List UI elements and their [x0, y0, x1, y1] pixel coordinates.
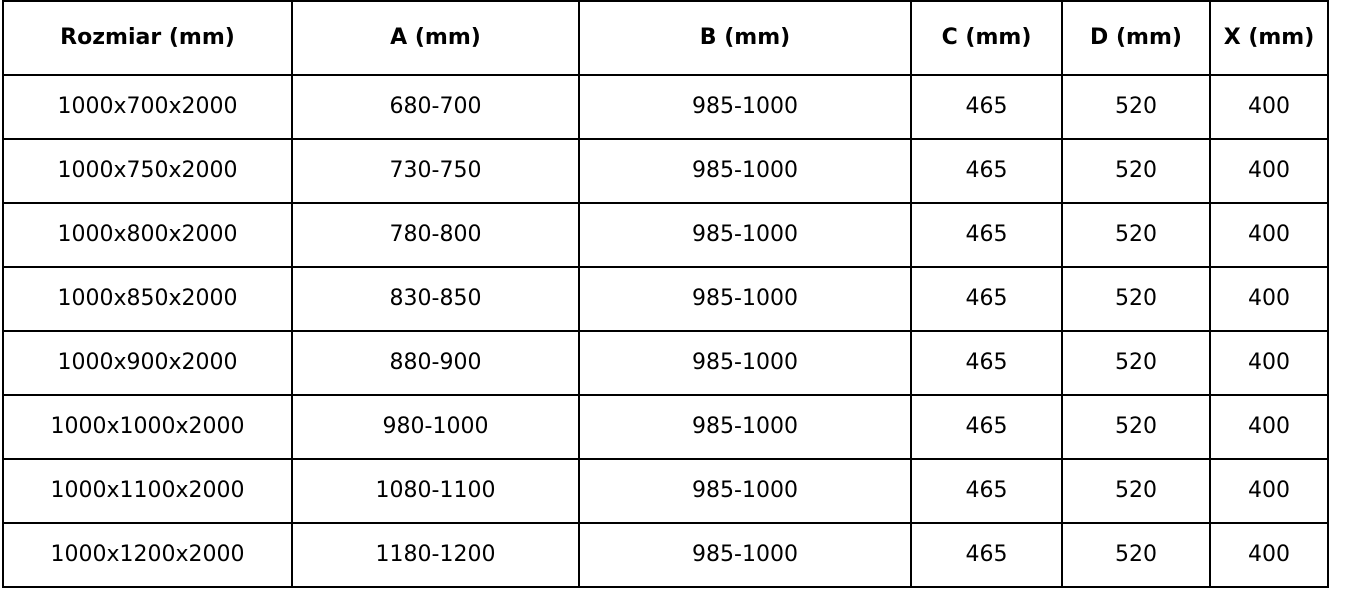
- column-header-x: X (mm): [1210, 1, 1328, 75]
- cell-a: 880-900: [292, 331, 579, 395]
- cell-b: 985-1000: [579, 459, 911, 523]
- cell-x: 400: [1210, 395, 1328, 459]
- cell-d: 520: [1062, 75, 1210, 139]
- cell-a: 730-750: [292, 139, 579, 203]
- cell-a: 980-1000: [292, 395, 579, 459]
- cell-d: 520: [1062, 459, 1210, 523]
- table-row: [3, 75, 1328, 139]
- table-row: [3, 459, 1328, 523]
- cell-d: 520: [1062, 267, 1210, 331]
- table-row: [3, 267, 1328, 331]
- cell-c: 465: [911, 395, 1062, 459]
- cell-c: 465: [911, 75, 1062, 139]
- cell-d: 520: [1062, 139, 1210, 203]
- cell-d: 520: [1062, 523, 1210, 587]
- cell-c: 465: [911, 267, 1062, 331]
- cell-x: 400: [1210, 267, 1328, 331]
- cell-d: 520: [1062, 395, 1210, 459]
- cell-d: 520: [1062, 203, 1210, 267]
- cell-size: 1000x800x2000: [3, 203, 292, 267]
- cell-size: 1000x1000x2000: [3, 395, 292, 459]
- cell-x: 400: [1210, 203, 1328, 267]
- cell-c: 465: [911, 459, 1062, 523]
- cell-b: 985-1000: [579, 395, 911, 459]
- cell-x: 400: [1210, 139, 1328, 203]
- table-row: [3, 139, 1328, 203]
- table-row: [3, 523, 1328, 587]
- cell-c: 465: [911, 139, 1062, 203]
- cell-x: 400: [1210, 75, 1328, 139]
- cell-size: 1000x1200x2000: [3, 523, 292, 587]
- column-header-b: B (mm): [579, 1, 911, 75]
- cell-b: 985-1000: [579, 75, 911, 139]
- cell-a: 780-800: [292, 203, 579, 267]
- table-row: [3, 203, 1328, 267]
- cell-size: 1000x850x2000: [3, 267, 292, 331]
- cell-size: 1000x900x2000: [3, 331, 292, 395]
- cell-x: 400: [1210, 331, 1328, 395]
- column-header-rozmiar: Rozmiar (mm): [3, 1, 292, 75]
- cell-b: 985-1000: [579, 139, 911, 203]
- column-header-d: D (mm): [1062, 1, 1210, 75]
- table-body: [3, 75, 1328, 587]
- cell-size: 1000x1100x2000: [3, 459, 292, 523]
- column-header-a: A (mm): [292, 1, 579, 75]
- cell-size: 1000x750x2000: [3, 139, 292, 203]
- cell-c: 465: [911, 331, 1062, 395]
- cell-d: 520: [1062, 331, 1210, 395]
- column-header-c: C (mm): [911, 1, 1062, 75]
- cell-x: 400: [1210, 459, 1328, 523]
- table-header-row: [3, 1, 1328, 75]
- cell-a: 1180-1200: [292, 523, 579, 587]
- table-header: [3, 1, 1328, 75]
- cell-b: 985-1000: [579, 267, 911, 331]
- cell-a: 680-700: [292, 75, 579, 139]
- table-row: [3, 331, 1328, 395]
- cell-a: 1080-1100: [292, 459, 579, 523]
- cell-b: 985-1000: [579, 331, 911, 395]
- cell-size: 1000x700x2000: [3, 75, 292, 139]
- table-row: [3, 395, 1328, 459]
- shower-enclosure-dimensions-table: [2, 0, 1329, 588]
- cell-a: 830-850: [292, 267, 579, 331]
- cell-x: 400: [1210, 523, 1328, 587]
- cell-b: 985-1000: [579, 523, 911, 587]
- cell-b: 985-1000: [579, 203, 911, 267]
- cell-c: 465: [911, 203, 1062, 267]
- cell-c: 465: [911, 523, 1062, 587]
